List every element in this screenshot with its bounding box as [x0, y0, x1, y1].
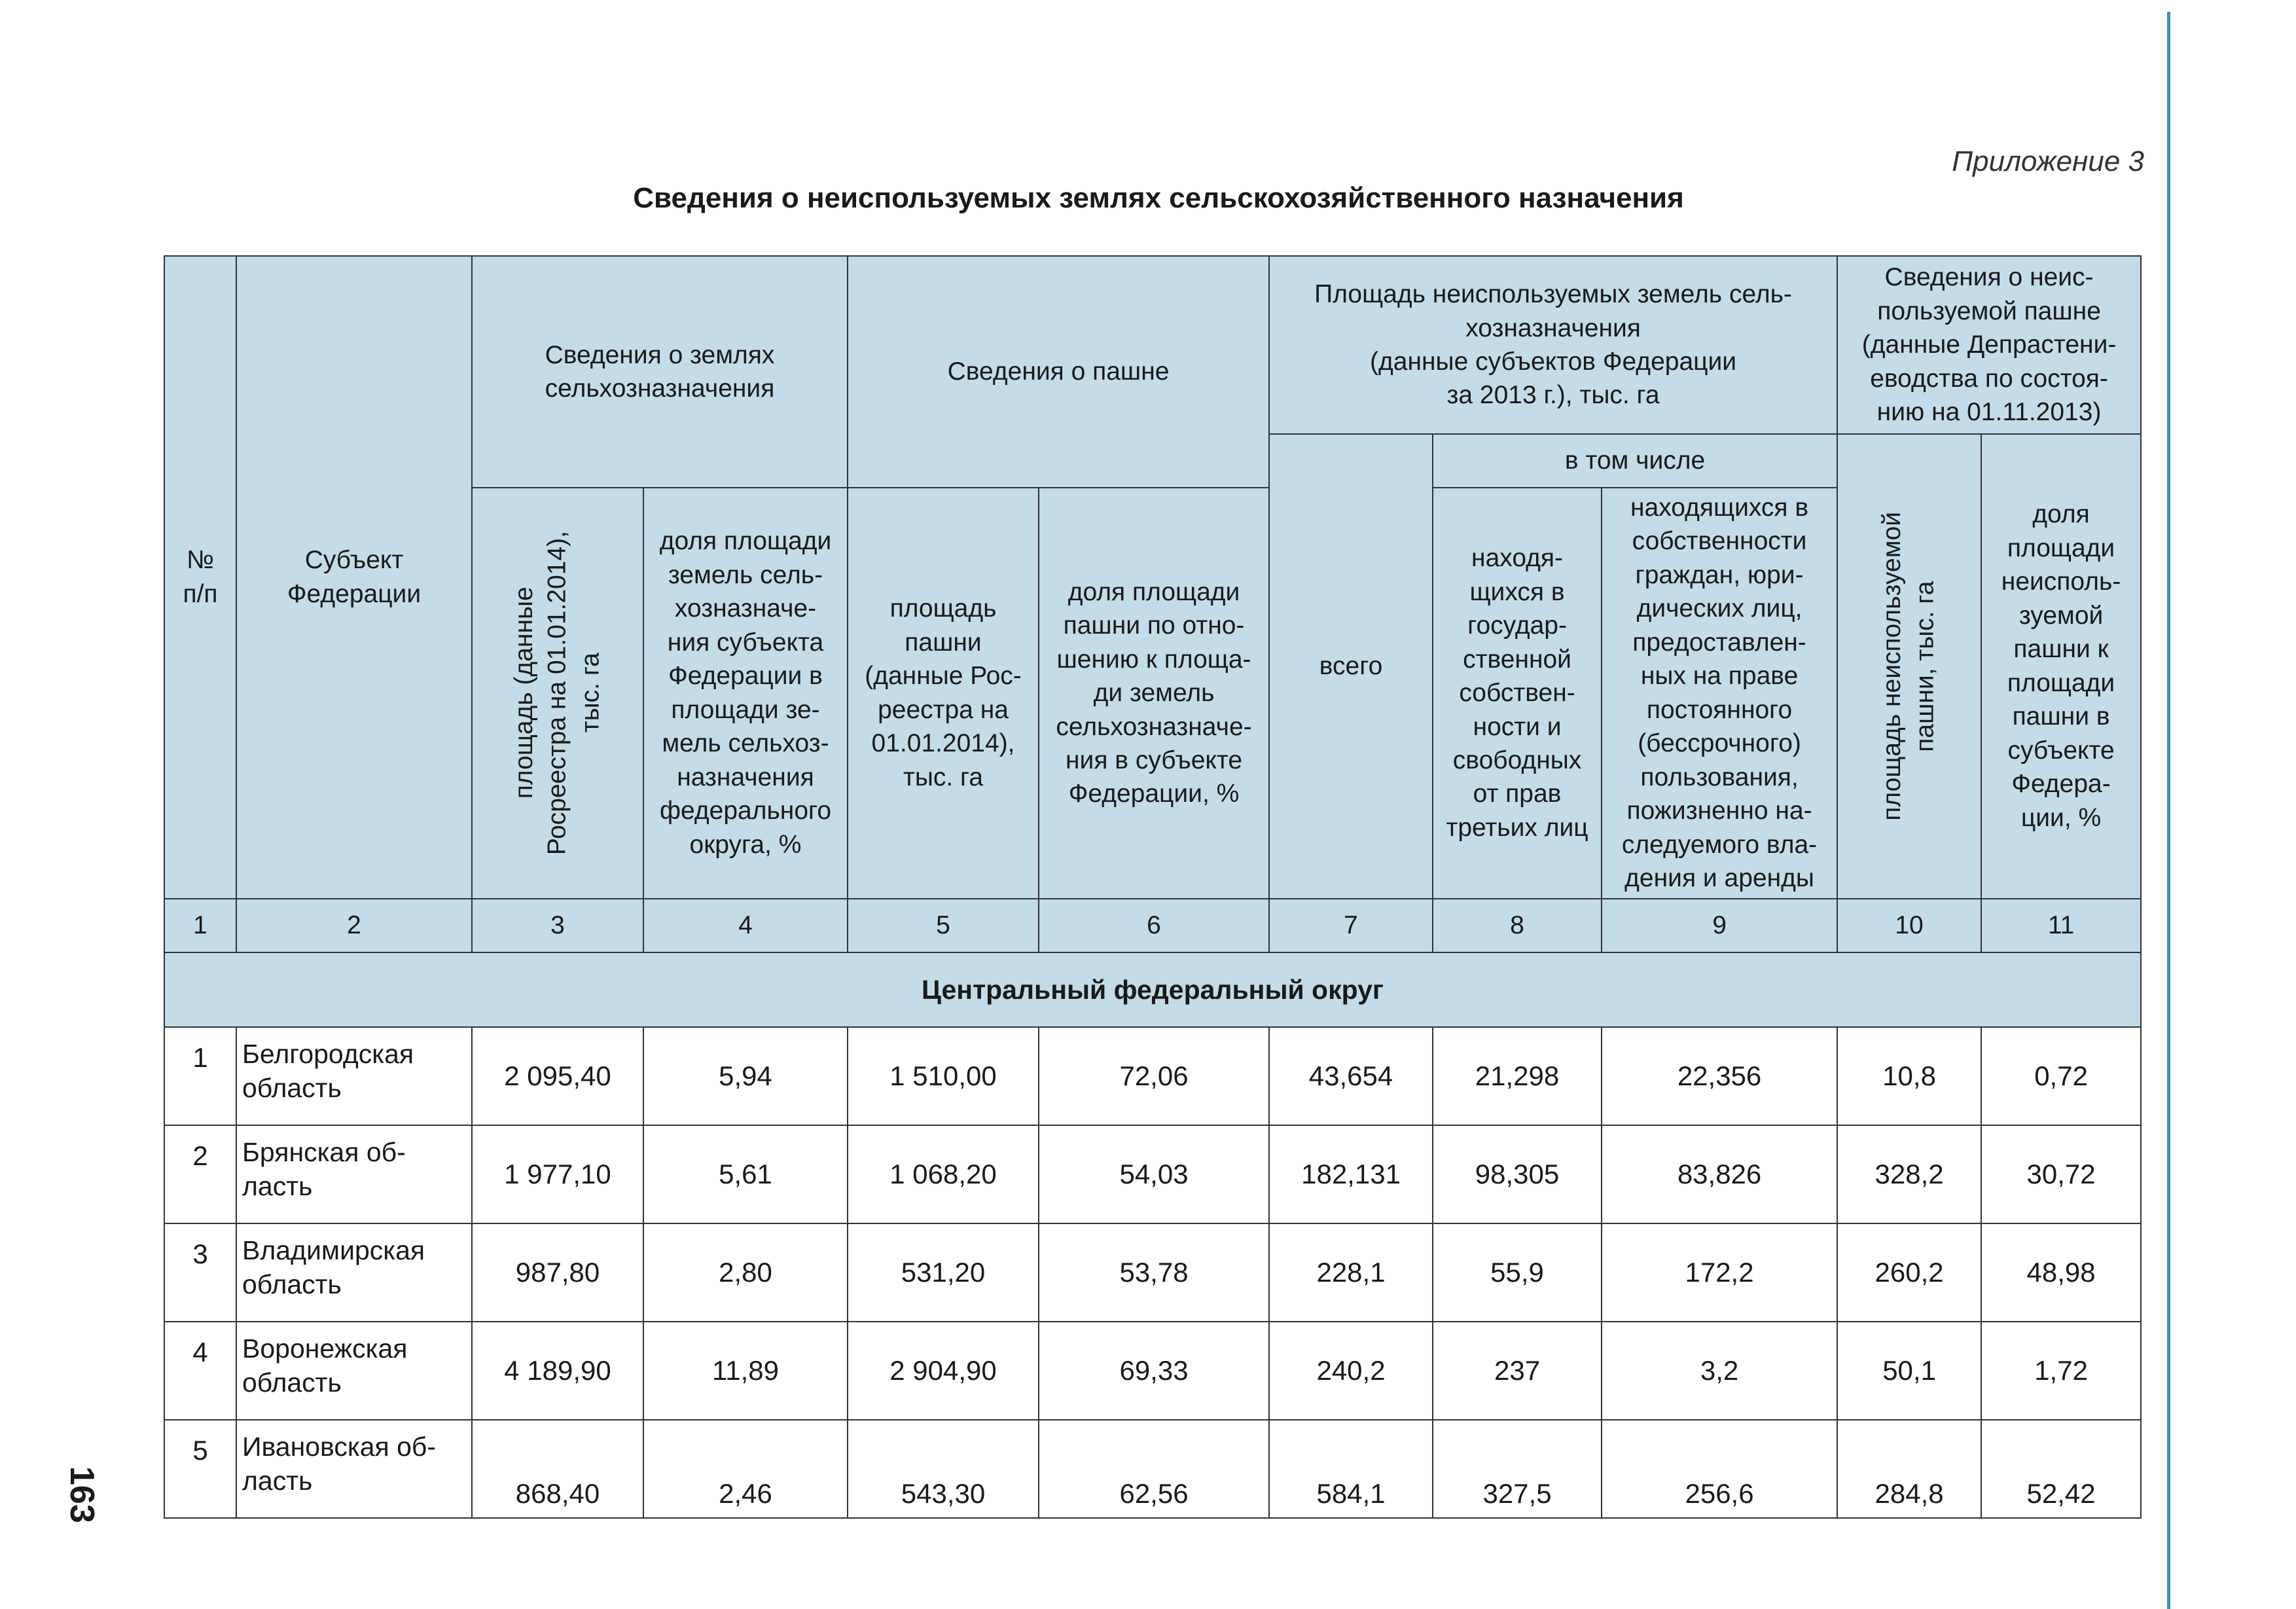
row-subject: Белгородская область [236, 1027, 472, 1125]
header-total: всего [1269, 434, 1433, 899]
page-edge-rule [2167, 12, 2170, 1609]
cell: 531,20 [848, 1223, 1039, 1322]
cell: 0,72 [1981, 1027, 2141, 1125]
cell: 2 904,90 [848, 1322, 1039, 1420]
cell: 50,1 [1837, 1322, 1981, 1420]
header-incl: в том числе [1433, 434, 1837, 488]
cell: 1 977,10 [472, 1125, 643, 1223]
cell: 327,5 [1433, 1420, 1602, 1518]
page-number: 163 [63, 1466, 101, 1523]
row-number: 4 [164, 1322, 236, 1420]
cell: 10,8 [1837, 1027, 1981, 1125]
cell: 228,1 [1269, 1223, 1433, 1322]
col-number: 2 [236, 899, 472, 952]
header-group-unused-arable: Сведения о неис- пользуемой пашне (данные Депрастени- еводства по состоя- нию на 01.11.2013) [1837, 256, 2141, 434]
cell: 22,356 [1602, 1027, 1837, 1125]
cell: 543,30 [848, 1420, 1039, 1518]
row-number: 1 [164, 1027, 236, 1125]
cell: 260,2 [1837, 1223, 1981, 1322]
header-c6: доля площади пашни по отно- шению к площа- ди земель сельхозназначе- ния в субъекте Федерации, % [1039, 488, 1269, 899]
cell: 2,46 [643, 1420, 848, 1518]
col-number: 4 [643, 899, 848, 952]
col-number: 8 [1433, 899, 1602, 952]
col-number: 5 [848, 899, 1039, 952]
cell: 5,94 [643, 1027, 848, 1125]
page-title: Сведения о неиспользуемых землях сельскохозяйственного назначения [633, 182, 1684, 214]
header-c3-text: площадь (данные Росреестра на 01.01.2014), тыс. га [509, 531, 605, 856]
cell: 328,2 [1837, 1125, 1981, 1223]
cell: 5,61 [643, 1125, 848, 1223]
header-group-unused: Площадь неиспользуемых земель сель- хозназначения (данные субъектов Федерации за 2013 г.), тыс. га [1269, 256, 1837, 434]
cell: 72,06 [1039, 1027, 1269, 1125]
row-subject: Брянская об- ласть [236, 1125, 472, 1223]
cell: 98,305 [1433, 1125, 1602, 1223]
cell: 11,89 [643, 1322, 848, 1420]
header-c10 [1837, 434, 1981, 899]
row-number: 3 [164, 1223, 236, 1322]
cell: 1 068,20 [848, 1125, 1039, 1223]
cell: 83,826 [1602, 1125, 1837, 1223]
region-row: Центральный федеральный округ [164, 952, 2141, 1027]
cell: 54,03 [1039, 1125, 1269, 1223]
table-row [164, 1223, 2141, 1322]
table-row [164, 1027, 2141, 1125]
table-row [164, 1125, 2141, 1223]
cell: 48,98 [1981, 1223, 2141, 1322]
header-subject: Субъект Федерации [236, 256, 472, 899]
header-c11: доля площади неисполь- зуемой пашни к площади пашни в субъекте Федера- ции, % [1981, 434, 2141, 899]
cell: 240,2 [1269, 1322, 1433, 1420]
cell: 30,72 [1981, 1125, 2141, 1223]
cell: 62,56 [1039, 1420, 1269, 1518]
header-c5: площадь пашни (данные Рос- реестра на 01.01.2014), тыс. га [848, 488, 1039, 899]
cell: 182,131 [1269, 1125, 1433, 1223]
header-c10-text: площадь неиспользуемой пашни, тыс. га [1878, 511, 1940, 821]
col-number: 6 [1039, 899, 1269, 952]
cell: 237 [1433, 1322, 1602, 1420]
cell: 1,72 [1981, 1322, 2141, 1420]
cell: 256,6 [1602, 1420, 1837, 1518]
header-c3 [472, 488, 643, 899]
row-subject: Воронежская область [236, 1322, 472, 1420]
col-number: 3 [472, 899, 643, 952]
col-number: 11 [1981, 899, 2141, 952]
table-row [164, 1322, 2141, 1420]
cell: 53,78 [1039, 1223, 1269, 1322]
cell: 284,8 [1837, 1420, 1981, 1518]
header-group-agri: Сведения о землях сельхозназначения [472, 256, 848, 488]
col-number: 1 [164, 899, 236, 952]
col-number: 7 [1269, 899, 1433, 952]
header-no: № п/п [164, 256, 236, 899]
cell: 172,2 [1602, 1223, 1837, 1322]
cell: 868,40 [472, 1420, 643, 1518]
row-subject: Владимирская область [236, 1223, 472, 1322]
col-number: 10 [1837, 899, 1981, 952]
cell: 4 189,90 [472, 1322, 643, 1420]
cell: 21,298 [1433, 1027, 1602, 1125]
cell: 3,2 [1602, 1322, 1837, 1420]
appendix-label: Приложение 3 [1952, 145, 2144, 177]
row-subject: Ивановская об- ласть [236, 1420, 472, 1518]
cell: 2 095,40 [472, 1027, 643, 1125]
data-table [164, 255, 2142, 1519]
row-number: 5 [164, 1420, 236, 1518]
row-number: 2 [164, 1125, 236, 1223]
header-group-arable: Сведения о пашне [848, 256, 1269, 488]
col-number: 9 [1602, 899, 1837, 952]
header-c4: доля площади земель сель- хозназначе- ния субъекта Федерации в площади зе- мель сельхоз- назначения федерального округа, % [643, 488, 848, 899]
cell: 52,42 [1981, 1420, 2141, 1518]
cell: 69,33 [1039, 1322, 1269, 1420]
table-row [164, 1420, 2141, 1518]
header-c9: находящихся в собственности граждан, юри- дических лиц, предоставлен- ных на праве постоянного (бессрочного) пользования, пожизненно на- следуемого вла- дения и аренды [1602, 488, 1837, 899]
cell: 1 510,00 [848, 1027, 1039, 1125]
cell: 55,9 [1433, 1223, 1602, 1322]
header-c8: находя- щихся в государ- ственной собствен- ности и свободных от прав третьих лиц [1433, 488, 1602, 899]
cell: 2,80 [643, 1223, 848, 1322]
cell: 584,1 [1269, 1420, 1433, 1518]
cell: 43,654 [1269, 1027, 1433, 1125]
cell: 987,80 [472, 1223, 643, 1322]
